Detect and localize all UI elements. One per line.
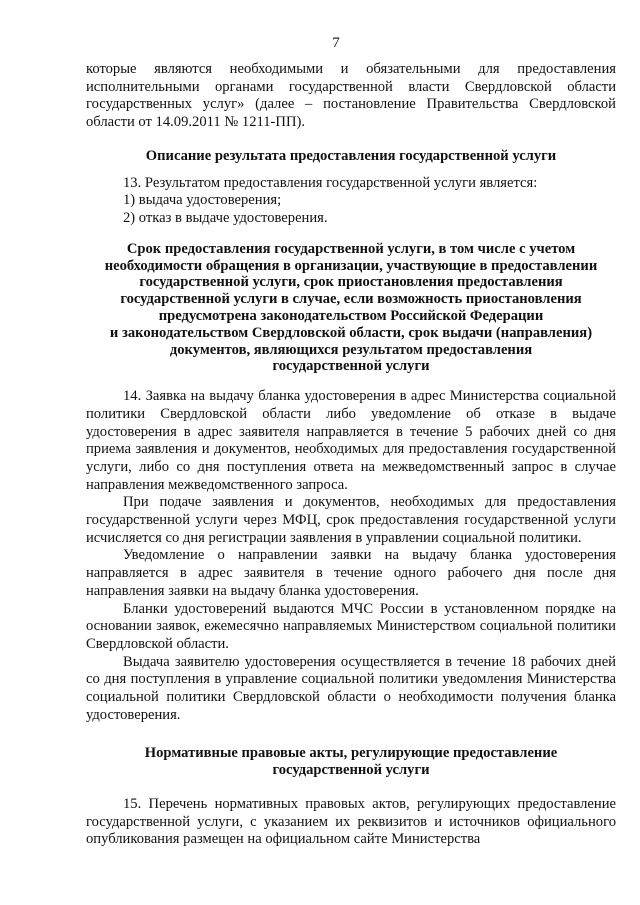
term-heading-line-4: государственной услуги в случае, если возможность приостановления [120,291,582,308]
paragraph-13: 13. Результатом предоставления государственной услуги является: [123,174,538,191]
term-heading-line-1: Срок предоставления государственной услуги, в том числе с учетом [126,240,576,257]
term-section-heading [86,241,616,375]
mfc-paragraph: При подаче заявления и документов, необходимых для предоставления государственной услуги через МФЦ, срок предоставления государственной услуги исчисляется со дня регистрации заявления в управлении социальной политики. [86,494,616,546]
term-heading-line-2: необходимости обращения в организации, участвующие в предоставлении [104,257,598,274]
term-heading-line-6: и законодательством Свердловской области, срок выдачи (направления) [109,324,593,341]
document-page [86,34,616,849]
acts-heading-line-1: Нормативные правовые акты, регулирующие предоставление [144,745,558,762]
term-heading-line-5: предусмотрена законодательством Российской Федерации [158,307,544,324]
result-item-1: 1) выдача удостоверения; [123,192,282,209]
term-heading-line-8: государственной услуги [272,358,430,375]
intro-paragraph: которые являются необходимыми и обязательными для предоставления исполнительными органами государственной власти Свердловской области государственных услуг» (далее – постановление Правительства Свердловской области от 14.09.2011 № 1211-ПП). [86,61,616,131]
paragraph-14: 14. Заявка на выдачу бланка удостоверения в адрес Министерства социальной политики Свердловской области либо уведомление об отказе в выдаче удостоверения в адрес заявителя направляется в течение 5 рабочих дней со дня приема заявления и документов, необходимых для предоставления государственной услуги, либо со дня поступления ответа на межведомственный запрос в случае направления межведомственного запроса. [86,388,616,493]
acts-section-heading [86,745,616,779]
acts-heading-line-2: государственной услуги [272,762,430,779]
issue-paragraph: Выдача заявителю удостоверения осуществляется в течение 18 рабочих дней со дня поступления в управление социальной политики уведомления Министерства социальной политики Свердловской области о необходимости получения бланка удостоверения. [86,653,616,723]
term-heading-line-7: документов, являющихся результатом предоставления [169,341,533,358]
blanks-paragraph: Бланки удостоверений выдаются МЧС России в установленном порядке на основании заявок, ежемесячно направляемых Министерством социальной политики Свердловской области. [86,600,616,652]
result-section-heading: Описание результата предоставления государственной услуги [145,147,557,164]
term-heading-line-3: государственной услуги, срок приостановления предоставления [139,274,563,291]
paragraph-15: 15. Перечень нормативных правовых актов, регулирующих предоставление государственной услуги, с указанием их реквизитов и источников официального опубликования размещен на официальном сайте Министерства [86,796,616,848]
notice-paragraph: Уведомление о направлении заявки на выдачу бланка удостоверения направляется в адрес заявителя в течение одного рабочего дня после дня направления заявки на выдачу бланка удостоверения. [86,547,616,599]
page-number: 7 [332,35,340,51]
result-item-2: 2) отказ в выдаче удостоверения. [123,210,328,227]
